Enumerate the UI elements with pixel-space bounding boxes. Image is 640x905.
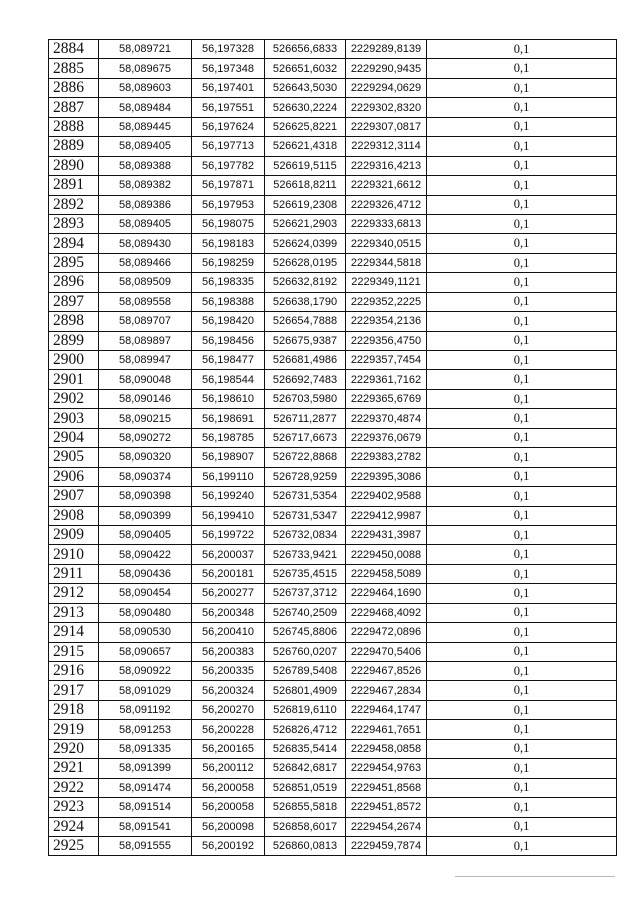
accuracy-cell: 0,1 [427, 98, 617, 117]
x-coordinate-cell: 526731,5347 [265, 506, 346, 525]
point-number-cell: 2891 [49, 176, 99, 195]
x-coordinate-cell: 526619,2308 [265, 195, 346, 214]
x-coordinate-cell: 526728,9259 [265, 467, 346, 486]
accuracy-cell: 0,1 [427, 137, 617, 156]
table-row [49, 525, 617, 544]
latitude-cell: 58,091335 [99, 739, 192, 758]
y-coordinate-cell: 2229333,6813 [346, 214, 427, 233]
longitude-cell: 56,199410 [192, 506, 265, 525]
latitude-cell: 58,089947 [99, 351, 192, 370]
longitude-cell: 56,197953 [192, 195, 265, 214]
point-number-cell: 2905 [49, 448, 99, 467]
point-number-cell: 2913 [49, 603, 99, 622]
table-row [49, 273, 617, 292]
accuracy-cell: 0,1 [427, 214, 617, 233]
accuracy-cell: 0,1 [427, 487, 617, 506]
table-row [49, 40, 617, 59]
table-row [49, 448, 617, 467]
x-coordinate-cell: 526789,5408 [265, 662, 346, 681]
scan-artifact-line [455, 876, 615, 877]
table-row [49, 234, 617, 253]
longitude-cell: 56,197348 [192, 59, 265, 78]
latitude-cell: 58,090405 [99, 525, 192, 544]
latitude-cell: 58,089721 [99, 40, 192, 59]
latitude-cell: 58,089405 [99, 137, 192, 156]
longitude-cell: 56,200037 [192, 545, 265, 564]
accuracy-cell: 0,1 [427, 253, 617, 272]
accuracy-cell: 0,1 [427, 506, 617, 525]
point-number-cell: 2898 [49, 312, 99, 331]
table-row [49, 603, 617, 622]
longitude-cell: 56,199110 [192, 467, 265, 486]
point-number-cell: 2919 [49, 720, 99, 739]
longitude-cell: 56,199240 [192, 487, 265, 506]
longitude-cell: 56,197401 [192, 78, 265, 97]
latitude-cell: 58,090480 [99, 603, 192, 622]
longitude-cell: 56,200181 [192, 564, 265, 583]
longitude-cell: 56,198477 [192, 351, 265, 370]
x-coordinate-cell: 526733,9421 [265, 545, 346, 564]
longitude-cell: 56,198335 [192, 273, 265, 292]
table-row [49, 720, 617, 739]
table-row [49, 176, 617, 195]
y-coordinate-cell: 2229472,0896 [346, 623, 427, 642]
latitude-cell: 58,089558 [99, 292, 192, 311]
table-row [49, 584, 617, 603]
y-coordinate-cell: 2229464,1747 [346, 700, 427, 719]
latitude-cell: 58,090454 [99, 584, 192, 603]
point-number-cell: 2900 [49, 351, 99, 370]
y-coordinate-cell: 2229357,7454 [346, 351, 427, 370]
point-number-cell: 2884 [49, 40, 99, 59]
x-coordinate-cell: 526681,4986 [265, 351, 346, 370]
x-coordinate-cell: 526619,5115 [265, 156, 346, 175]
table-row [49, 545, 617, 564]
y-coordinate-cell: 2229294,0629 [346, 78, 427, 97]
latitude-cell: 58,090657 [99, 642, 192, 661]
x-coordinate-cell: 526745,8806 [265, 623, 346, 642]
y-coordinate-cell: 2229454,9763 [346, 759, 427, 778]
latitude-cell: 58,091029 [99, 681, 192, 700]
accuracy-cell: 0,1 [427, 662, 617, 681]
y-coordinate-cell: 2229461,7651 [346, 720, 427, 739]
x-coordinate-cell: 526628,0195 [265, 253, 346, 272]
point-number-cell: 2908 [49, 506, 99, 525]
latitude-cell: 58,089707 [99, 312, 192, 331]
latitude-cell: 58,090530 [99, 623, 192, 642]
table-row [49, 623, 617, 642]
longitude-cell: 56,200270 [192, 700, 265, 719]
point-number-cell: 2901 [49, 370, 99, 389]
point-number-cell: 2893 [49, 214, 99, 233]
x-coordinate-cell: 526860,0813 [265, 836, 346, 855]
accuracy-cell: 0,1 [427, 195, 617, 214]
table-row [49, 817, 617, 836]
longitude-cell: 56,197713 [192, 137, 265, 156]
accuracy-cell: 0,1 [427, 642, 617, 661]
x-coordinate-cell: 526851,0519 [265, 778, 346, 797]
table-row [49, 836, 617, 855]
x-coordinate-cell: 526632,8192 [265, 273, 346, 292]
longitude-cell: 56,198183 [192, 234, 265, 253]
table-row [49, 681, 617, 700]
table-row [49, 467, 617, 486]
accuracy-cell: 0,1 [427, 292, 617, 311]
longitude-cell: 56,200383 [192, 642, 265, 661]
accuracy-cell: 0,1 [427, 59, 617, 78]
latitude-cell: 58,090215 [99, 409, 192, 428]
longitude-cell: 56,198907 [192, 448, 265, 467]
point-number-cell: 2910 [49, 545, 99, 564]
latitude-cell: 58,090398 [99, 487, 192, 506]
point-number-cell: 2885 [49, 59, 99, 78]
table-row [49, 214, 617, 233]
point-number-cell: 2899 [49, 331, 99, 350]
x-coordinate-cell: 526638,1790 [265, 292, 346, 311]
table-row [49, 137, 617, 156]
x-coordinate-cell: 526630,2224 [265, 98, 346, 117]
x-coordinate-cell: 526732,0834 [265, 525, 346, 544]
x-coordinate-cell: 526722,8868 [265, 448, 346, 467]
latitude-cell: 58,089675 [99, 59, 192, 78]
x-coordinate-cell: 526618,8211 [265, 176, 346, 195]
table-row [49, 312, 617, 331]
table-row [49, 389, 617, 408]
y-coordinate-cell: 2229451,8572 [346, 798, 427, 817]
y-coordinate-cell: 2229458,5089 [346, 564, 427, 583]
accuracy-cell: 0,1 [427, 603, 617, 622]
latitude-cell: 58,089603 [99, 78, 192, 97]
longitude-cell: 56,197624 [192, 117, 265, 136]
accuracy-cell: 0,1 [427, 623, 617, 642]
accuracy-cell: 0,1 [427, 584, 617, 603]
y-coordinate-cell: 2229383,2782 [346, 448, 427, 467]
latitude-cell: 58,091514 [99, 798, 192, 817]
accuracy-cell: 0,1 [427, 681, 617, 700]
x-coordinate-cell: 526643,5030 [265, 78, 346, 97]
latitude-cell: 58,091253 [99, 720, 192, 739]
point-number-cell: 2895 [49, 253, 99, 272]
point-number-cell: 2920 [49, 739, 99, 758]
table-row [49, 78, 617, 97]
x-coordinate-cell: 526855,5818 [265, 798, 346, 817]
y-coordinate-cell: 2229431,3987 [346, 525, 427, 544]
y-coordinate-cell: 2229312,3114 [346, 137, 427, 156]
longitude-cell: 56,198610 [192, 389, 265, 408]
point-number-cell: 2911 [49, 564, 99, 583]
y-coordinate-cell: 2229458,0858 [346, 739, 427, 758]
accuracy-cell: 0,1 [427, 778, 617, 797]
table-row [49, 778, 617, 797]
x-coordinate-cell: 526731,5354 [265, 487, 346, 506]
latitude-cell: 58,090436 [99, 564, 192, 583]
point-number-cell: 2892 [49, 195, 99, 214]
longitude-cell: 56,200165 [192, 739, 265, 758]
y-coordinate-cell: 2229454,2674 [346, 817, 427, 836]
latitude-cell: 58,089405 [99, 214, 192, 233]
longitude-cell: 56,200112 [192, 759, 265, 778]
y-coordinate-cell: 2229344,5818 [346, 253, 427, 272]
y-coordinate-cell: 2229354,2136 [346, 312, 427, 331]
point-number-cell: 2887 [49, 98, 99, 117]
x-coordinate-cell: 526621,4318 [265, 137, 346, 156]
table-row [49, 351, 617, 370]
table-row [49, 487, 617, 506]
table-row [49, 564, 617, 583]
x-coordinate-cell: 526826,4712 [265, 720, 346, 739]
table-row [49, 759, 617, 778]
table-row [49, 156, 617, 175]
point-number-cell: 2894 [49, 234, 99, 253]
accuracy-cell: 0,1 [427, 564, 617, 583]
latitude-cell: 58,091192 [99, 700, 192, 719]
x-coordinate-cell: 526717,6673 [265, 428, 346, 447]
longitude-cell: 56,198259 [192, 253, 265, 272]
longitude-cell: 56,200228 [192, 720, 265, 739]
x-coordinate-cell: 526621,2903 [265, 214, 346, 233]
y-coordinate-cell: 2229464,1690 [346, 584, 427, 603]
latitude-cell: 58,091541 [99, 817, 192, 836]
y-coordinate-cell: 2229290,9435 [346, 59, 427, 78]
x-coordinate-cell: 526654,7888 [265, 312, 346, 331]
table-row [49, 195, 617, 214]
y-coordinate-cell: 2229349,1121 [346, 273, 427, 292]
longitude-cell: 56,200058 [192, 798, 265, 817]
x-coordinate-cell: 526656,6833 [265, 40, 346, 59]
x-coordinate-cell: 526760,0207 [265, 642, 346, 661]
accuracy-cell: 0,1 [427, 739, 617, 758]
longitude-cell: 56,197871 [192, 176, 265, 195]
y-coordinate-cell: 2229307,0817 [346, 117, 427, 136]
latitude-cell: 58,089445 [99, 117, 192, 136]
x-coordinate-cell: 526737,3712 [265, 584, 346, 603]
longitude-cell: 56,198691 [192, 409, 265, 428]
longitude-cell: 56,197328 [192, 40, 265, 59]
point-number-cell: 2889 [49, 137, 99, 156]
latitude-cell: 58,089897 [99, 331, 192, 350]
point-number-cell: 2886 [49, 78, 99, 97]
table-row [49, 253, 617, 272]
accuracy-cell: 0,1 [427, 720, 617, 739]
latitude-cell: 58,090922 [99, 662, 192, 681]
table-row [49, 331, 617, 350]
accuracy-cell: 0,1 [427, 545, 617, 564]
accuracy-cell: 0,1 [427, 234, 617, 253]
accuracy-cell: 0,1 [427, 78, 617, 97]
y-coordinate-cell: 2229412,9987 [346, 506, 427, 525]
table-row [49, 117, 617, 136]
x-coordinate-cell: 526842,6817 [265, 759, 346, 778]
longitude-cell: 56,197782 [192, 156, 265, 175]
longitude-cell: 56,198785 [192, 428, 265, 447]
point-number-cell: 2914 [49, 623, 99, 642]
x-coordinate-cell: 526740,2509 [265, 603, 346, 622]
accuracy-cell: 0,1 [427, 40, 617, 59]
table-row [49, 59, 617, 78]
point-number-cell: 2916 [49, 662, 99, 681]
accuracy-cell: 0,1 [427, 409, 617, 428]
point-number-cell: 2903 [49, 409, 99, 428]
accuracy-cell: 0,1 [427, 798, 617, 817]
latitude-cell: 58,090146 [99, 389, 192, 408]
x-coordinate-cell: 526651,6032 [265, 59, 346, 78]
y-coordinate-cell: 2229451,8568 [346, 778, 427, 797]
point-number-cell: 2888 [49, 117, 99, 136]
y-coordinate-cell: 2229470,5406 [346, 642, 427, 661]
coordinates-table [48, 39, 617, 856]
longitude-cell: 56,200098 [192, 817, 265, 836]
longitude-cell: 56,198544 [192, 370, 265, 389]
longitude-cell: 56,197551 [192, 98, 265, 117]
y-coordinate-cell: 2229321,6612 [346, 176, 427, 195]
y-coordinate-cell: 2229468,4092 [346, 603, 427, 622]
point-number-cell: 2925 [49, 836, 99, 855]
y-coordinate-cell: 2229340,0515 [346, 234, 427, 253]
latitude-cell: 58,090048 [99, 370, 192, 389]
x-coordinate-cell: 526692,7483 [265, 370, 346, 389]
point-number-cell: 2923 [49, 798, 99, 817]
y-coordinate-cell: 2229326,4712 [346, 195, 427, 214]
point-number-cell: 2907 [49, 487, 99, 506]
y-coordinate-cell: 2229365,6769 [346, 389, 427, 408]
table-row [49, 409, 617, 428]
accuracy-cell: 0,1 [427, 817, 617, 836]
accuracy-cell: 0,1 [427, 700, 617, 719]
latitude-cell: 58,089382 [99, 176, 192, 195]
longitude-cell: 56,200324 [192, 681, 265, 700]
point-number-cell: 2922 [49, 778, 99, 797]
point-number-cell: 2896 [49, 273, 99, 292]
accuracy-cell: 0,1 [427, 273, 617, 292]
table-row [49, 292, 617, 311]
x-coordinate-cell: 526624,0399 [265, 234, 346, 253]
latitude-cell: 58,089386 [99, 195, 192, 214]
longitude-cell: 56,200058 [192, 778, 265, 797]
y-coordinate-cell: 2229352,2225 [346, 292, 427, 311]
x-coordinate-cell: 526835,5414 [265, 739, 346, 758]
x-coordinate-cell: 526711,2877 [265, 409, 346, 428]
accuracy-cell: 0,1 [427, 448, 617, 467]
y-coordinate-cell: 2229316,4213 [346, 156, 427, 175]
latitude-cell: 58,090374 [99, 467, 192, 486]
point-number-cell: 2897 [49, 292, 99, 311]
point-number-cell: 2890 [49, 156, 99, 175]
longitude-cell: 56,200335 [192, 662, 265, 681]
accuracy-cell: 0,1 [427, 759, 617, 778]
longitude-cell: 56,198420 [192, 312, 265, 331]
point-number-cell: 2915 [49, 642, 99, 661]
table-row [49, 428, 617, 447]
point-number-cell: 2924 [49, 817, 99, 836]
longitude-cell: 56,200410 [192, 623, 265, 642]
point-number-cell: 2921 [49, 759, 99, 778]
longitude-cell: 56,198075 [192, 214, 265, 233]
table-row [49, 662, 617, 681]
table-body [49, 40, 617, 856]
accuracy-cell: 0,1 [427, 467, 617, 486]
table-row [49, 700, 617, 719]
table-row [49, 98, 617, 117]
x-coordinate-cell: 526735,4515 [265, 564, 346, 583]
point-number-cell: 2917 [49, 681, 99, 700]
longitude-cell: 56,200277 [192, 584, 265, 603]
accuracy-cell: 0,1 [427, 156, 617, 175]
latitude-cell: 58,089430 [99, 234, 192, 253]
y-coordinate-cell: 2229402,9588 [346, 487, 427, 506]
point-number-cell: 2912 [49, 584, 99, 603]
x-coordinate-cell: 526703,5980 [265, 389, 346, 408]
y-coordinate-cell: 2229450,0088 [346, 545, 427, 564]
y-coordinate-cell: 2229467,8526 [346, 662, 427, 681]
x-coordinate-cell: 526675,9387 [265, 331, 346, 350]
accuracy-cell: 0,1 [427, 836, 617, 855]
y-coordinate-cell: 2229395,3086 [346, 467, 427, 486]
accuracy-cell: 0,1 [427, 176, 617, 195]
y-coordinate-cell: 2229289,8139 [346, 40, 427, 59]
y-coordinate-cell: 2229370,4874 [346, 409, 427, 428]
x-coordinate-cell: 526819,6110 [265, 700, 346, 719]
point-number-cell: 2904 [49, 428, 99, 447]
latitude-cell: 58,089484 [99, 98, 192, 117]
y-coordinate-cell: 2229459,7874 [346, 836, 427, 855]
accuracy-cell: 0,1 [427, 117, 617, 136]
latitude-cell: 58,090422 [99, 545, 192, 564]
accuracy-cell: 0,1 [427, 312, 617, 331]
accuracy-cell: 0,1 [427, 351, 617, 370]
latitude-cell: 58,090320 [99, 448, 192, 467]
table-row [49, 370, 617, 389]
x-coordinate-cell: 526801,4909 [265, 681, 346, 700]
point-number-cell: 2902 [49, 389, 99, 408]
latitude-cell: 58,089509 [99, 273, 192, 292]
x-coordinate-cell: 526625,8221 [265, 117, 346, 136]
y-coordinate-cell: 2229356,4750 [346, 331, 427, 350]
latitude-cell: 58,090399 [99, 506, 192, 525]
longitude-cell: 56,200192 [192, 836, 265, 855]
x-coordinate-cell: 526858,6017 [265, 817, 346, 836]
accuracy-cell: 0,1 [427, 389, 617, 408]
table-row [49, 798, 617, 817]
accuracy-cell: 0,1 [427, 331, 617, 350]
latitude-cell: 58,091399 [99, 759, 192, 778]
point-number-cell: 2909 [49, 525, 99, 544]
table-row [49, 506, 617, 525]
table-row [49, 642, 617, 661]
accuracy-cell: 0,1 [427, 428, 617, 447]
latitude-cell: 58,091555 [99, 836, 192, 855]
latitude-cell: 58,089388 [99, 156, 192, 175]
latitude-cell: 58,089466 [99, 253, 192, 272]
latitude-cell: 58,091474 [99, 778, 192, 797]
accuracy-cell: 0,1 [427, 525, 617, 544]
longitude-cell: 56,198456 [192, 331, 265, 350]
y-coordinate-cell: 2229467,2834 [346, 681, 427, 700]
table-row [49, 739, 617, 758]
accuracy-cell: 0,1 [427, 370, 617, 389]
y-coordinate-cell: 2229302,8320 [346, 98, 427, 117]
y-coordinate-cell: 2229376,0679 [346, 428, 427, 447]
point-number-cell: 2906 [49, 467, 99, 486]
point-number-cell: 2918 [49, 700, 99, 719]
longitude-cell: 56,199722 [192, 525, 265, 544]
longitude-cell: 56,198388 [192, 292, 265, 311]
y-coordinate-cell: 2229361,7162 [346, 370, 427, 389]
longitude-cell: 56,200348 [192, 603, 265, 622]
latitude-cell: 58,090272 [99, 428, 192, 447]
